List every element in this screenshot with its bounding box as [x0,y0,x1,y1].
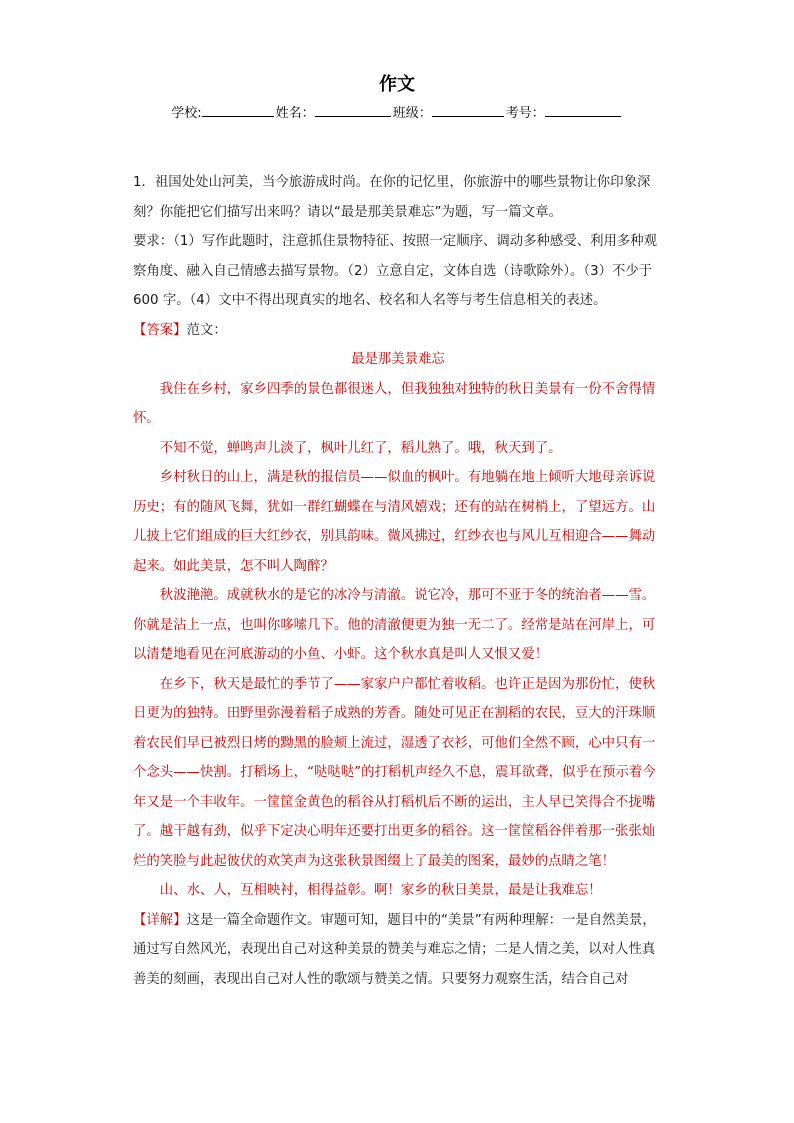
essay-paragraph: 乡村秋日的山上，满是秋的报信员——似血的枫叶。有地躺在地上倾听大地母亲诉说历史；有的随风飞舞，犹如一群红蝴蝶在与清风嬉戏；还有的站在树梢上，了望远方。山儿披上它们组成的巨大红纱衣，别具韵味。微风拂过，红纱衣也与风儿互相迎合——舞动起来。如此美景，怎不叫人陶醉？ [133,470,656,574]
essay-title: 最是那美景难忘 [351,352,445,367]
answer-label: 范文： [186,322,227,338]
class-label: 班级： [392,106,432,121]
name-blank[interactable] [315,102,391,117]
name-label: 姓名： [275,106,315,121]
analysis-text: 这是一篇全命题作文。审题可知，题目中的“美景”有两种理解：一是自然美景，通过写自然风光，表现出自己对这种美景的赞美与难忘之情；二是人情之美，以对人性真善美的刻画，表现出自己对人性的歌颂与赞美之情。只要努力观察生活，结合自己对 [133,912,656,987]
analysis-tag: 【详解】 [133,912,187,928]
question-text: 1．祖国处处山河美，当今旅游成时尚。在你的记忆里，你旅游中的哪些景物让你印象深刻？你能把它们描写出来吗？请以“最是那美景难忘”为题，写一篇文章。 [133,175,651,220]
essay-paragraph: 在乡下，秋天是最忙的季节了——家家户户都忙着收稻。也许正是因为那份忙，使秋日更为的独特。田野里弥漫着稻子成熟的芳香。随处可见正在割稻的农民，豆大的汗珠顺着农民们早已被烈日烤的黝黑的脸颊上流过，湿透了衣衫，可他们全然不顾，心中只有一个念头——快割。打稻场上，“哒哒哒”的打稻机声经久不息，震耳欲聋，似乎在预示着今年又是一个丰收年。一筐筐金黄色的稻谷从打稻机后不断的运出，主人早已笑得合不拢嘴了。越干越有劲，似乎下定决心明年还要打出更多的稻谷。这一筐筐稻谷伴着那一张张灿烂的笑脸与此起彼伏的欢笑声为这张秋景图缀上了最美的图案，最妙的点睛之笔！ [133,676,656,869]
essay-paragraph: 不知不觉，蝉鸣声儿淡了，枫叶儿红了，稻儿熟了。哦，秋天到了。 [159,440,562,456]
student-info-line [0,102,794,121]
analysis-paragraph [133,906,663,995]
answer-heading [133,316,663,346]
essay-paragraph: 秋波滟滟。成就秋水的是它的冰冷与清澈。说它冷，那可不亚于冬的统治者——雪。你就是沾上一点，也叫你哆嗦几下。他的清澈便更为独一无二了。经常是站在河岸上，可以清楚地看见在河底游动的小鱼、小虾。这个秋水真是叫人又恨又爱！ [133,588,656,662]
question-requirements: 要求：（1）写作此题时，注意抓住景物特征、按照一定顺序、调动多种感受、利用多种观察角度、融入自己情感去描写景物。（2）立意自定，文体自选（诗歌除外）。（3）不少于 600 字。（4）文中不得出现真实的地名、校名和人名等与考生信息相关的表述。 [133,234,658,308]
exam-number-label: 考号： [505,106,545,121]
school-label: 学校: [171,106,202,121]
essay-paragraph: 山、水、人，互相映衬，相得益彰。啊！家乡的秋日美景，最是让我难忘！ [159,883,602,898]
essay-paragraph: 我住在乡村，家乡四季的景色都很迷人，但我独独对独特的秋日美景有一份不舍得情怀。 [133,381,656,426]
main-content [133,168,663,994]
exam-number-blank[interactable] [545,102,621,117]
answer-tag: 【答案】 [133,322,187,338]
page-title: 作文 [379,74,415,95]
class-blank[interactable] [432,102,504,117]
school-blank[interactable] [202,102,274,117]
